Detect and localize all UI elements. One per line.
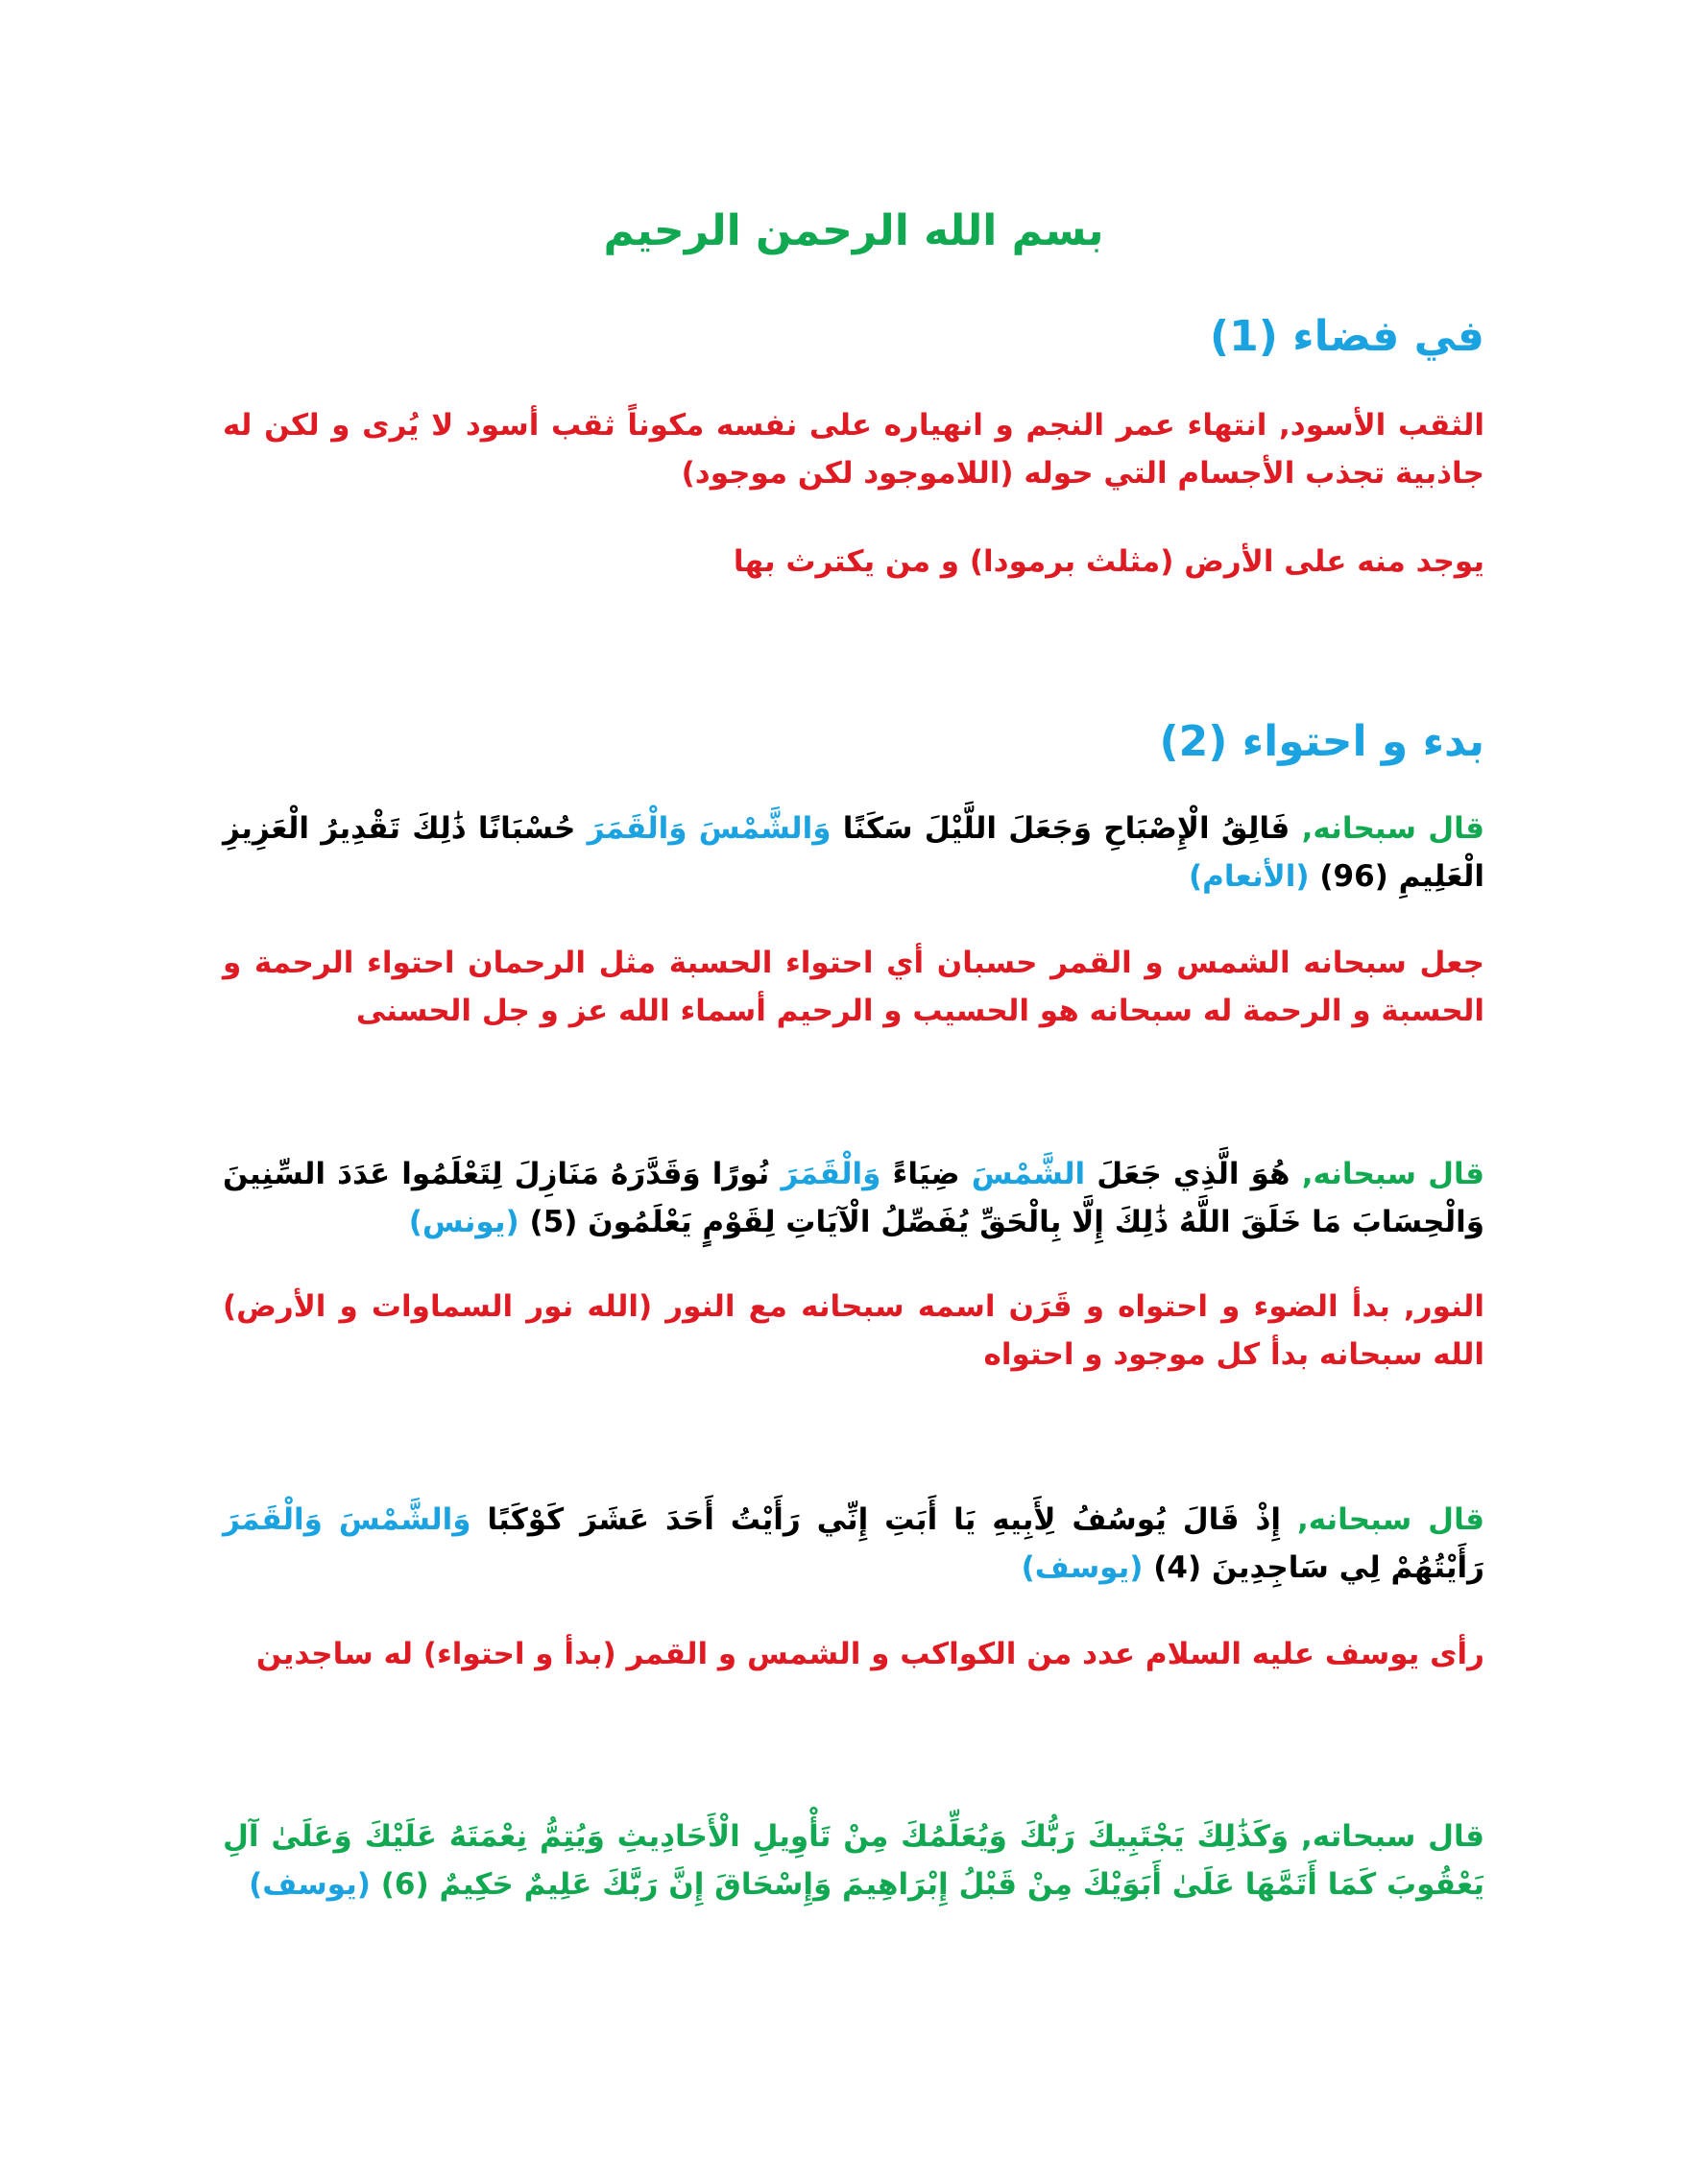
verse-text: رَأَيْتُهُمْ لِي سَاجِدِينَ (4) bbox=[1153, 1550, 1484, 1585]
verse-yunus bbox=[223, 1150, 1484, 1246]
page-title: بسم الله الرحمن الرحيم bbox=[603, 206, 1104, 255]
surah-reference: (يوسف) bbox=[249, 1867, 371, 1902]
section-heading-1: في فضاء (1) bbox=[1210, 312, 1484, 361]
verse-text: نُورًا وَقَدَّرَهُ مَنَازِلَ لِتَعْلَمُوا عَدَدَ السِّنِينَ وَالْحِسَابَ مَا خَلَقَ اللَّهُ ذَٰلِكَ إِلَّا بِالْحَقِّ يُفَصِّلُ الْآيَاتِ لِقَوْمٍ يَعْلَمُونَ (5) bbox=[223, 1157, 1484, 1239]
verse-text: إِذْ قَالَ يُوسُفُ لِأَبِيهِ يَا أَبَتِ إِنِّي رَأَيْتُ أَحَدَ عَشَرَ كَوْكَبًا bbox=[487, 1502, 1282, 1537]
surah-reference: (يوسف) bbox=[1021, 1550, 1144, 1585]
verse-intro: قال سبحانه, bbox=[1301, 811, 1485, 846]
surah-reference: (الأنعام) bbox=[1189, 859, 1310, 894]
verse-yusuf-4 bbox=[223, 1496, 1484, 1592]
verse-text: هُوَ الَّذِي جَعَلَ bbox=[1097, 1157, 1290, 1191]
verse-highlight: الشَّمْسَ bbox=[971, 1157, 1086, 1191]
verse-intro: قال سبحانه, bbox=[1296, 1502, 1485, 1537]
verse-highlight: وَالشَّمْسَ وَالْقَمَرَ bbox=[223, 1502, 471, 1537]
commentary-1: جعل سبحانه الشمس و القمر حسبان أي احتواء الحسبة مثل الرحمان احتواء الرحمة و الحسبة و الرحمة له سبحانه هو الحسيب و الرحيم أسماء الله عز و جل الحسنى bbox=[223, 946, 1484, 1028]
verse-text: ضِيَاءً bbox=[892, 1157, 960, 1191]
section1-paragraph-2: يوجد منه على الأرض (مثلث برمودا) و من يكترث بها bbox=[733, 544, 1484, 579]
section1-paragraph-1: الثقب الأسود, انتهاء عمر النجم و انهياره على نفسه مكوناً ثقب أسود لا يُرى و لكن له جاذبية تجذب الأجسام التي حوله (اللاموجود لكن موجود) bbox=[223, 408, 1484, 491]
document-page bbox=[223, 0, 1484, 2184]
surah-reference: (يونس) bbox=[408, 1205, 519, 1239]
commentary-3: رأى يوسف عليه السلام عدد من الكواكب و الشمس و القمر (بدأ و احتواء) له ساجدين bbox=[255, 1637, 1484, 1671]
verse-text: قال سبحاته, وَكَذَٰلِكَ يَجْتَبِيكَ رَبُّكَ وَيُعَلِّمُكَ مِنْ تَأْوِيلِ الْأَحَادِيثِ وَيُتِمُّ نِعْمَتَهُ عَلَيْكَ وَعَلَىٰ آلِ يَعْقُوبَ كَمَا أَتَمَّهَا عَلَىٰ أَبَوَيْكَ مِنْ قَبْلُ إِبْرَاهِيمَ وَإِسْحَاقَ إِنَّ رَبَّكَ عَلِيمٌ حَكِيمٌ (6) bbox=[223, 1819, 1484, 1902]
verse-alanam bbox=[223, 804, 1484, 900]
commentary-2: النور, بدأ الضوء و احتواه و قَرَن اسمه سبحانه مع النور (الله نور السماوات و الأرض) الله سبحانه بدأ كل موجود و احتواه bbox=[223, 1289, 1484, 1372]
verse-highlight: وَالْقَمَرَ bbox=[781, 1157, 881, 1191]
section-heading-2: بدء و احتواء (2) bbox=[1159, 717, 1484, 766]
verse-text: فَالِقُ الْإِصْبَاحِ وَجَعَلَ اللَّيْلَ سَكَنًا bbox=[842, 811, 1290, 846]
verse-highlight: وَالشَّمْسَ وَالْقَمَرَ bbox=[587, 811, 832, 846]
verse-text: حُسْبَانًا ذَٰلِكَ تَقْدِيرُ الْعَزِيزِ الْعَلِيمِ (96) bbox=[223, 811, 1484, 894]
verse-yusuf-6 bbox=[223, 1812, 1484, 1908]
verse-intro: قال سبحانه, bbox=[1301, 1157, 1484, 1191]
